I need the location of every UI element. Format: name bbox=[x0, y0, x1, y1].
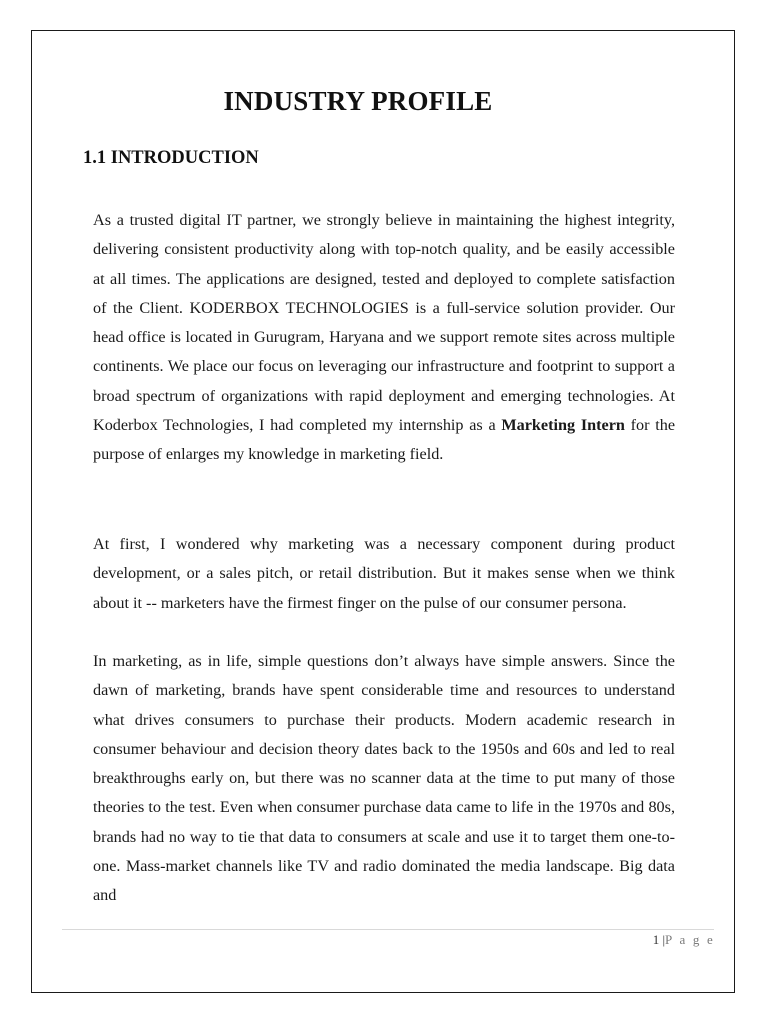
page-footer bbox=[653, 932, 715, 948]
paragraph-marketing-history: In marketing, as in life, simple questions don’t always have simple answers. Since the dawn of marketing, brands have spent considerable time and resources to understand what drives consumers to purchase their products. Modern academic research in consumer behaviour and decision theory dates back to the 1950s and 60s and led to real breakthroughs early on, but there was no scanner data at the time to put many of those theories to the test. Even when consumer purchase data came to life in the 1970s and 80s, brands had no way to tie that data to consumers at scale and use it to target them one-to-one. Mass-market channels like TV and radio dominated the media landscape. Big data and bbox=[93, 652, 675, 905]
paragraph-intro-ending: for the purpose of enlarges my knowledge in marketing field. bbox=[93, 416, 676, 464]
page-label: P a g e bbox=[665, 932, 715, 947]
page-title: INDUSTRY PROFILE bbox=[223, 86, 493, 116]
paragraph-first-thoughts: At first, I wondered why marketing was a necessary component during product development, or a sales pitch, or retail distribution. But it makes sense when we think about it -- marketers have the firmest finger on the pulse of our consumer persona. bbox=[93, 535, 675, 612]
paragraph-intro bbox=[93, 206, 675, 470]
page-number: 1 bbox=[652, 932, 660, 947]
footer-separator: | bbox=[662, 932, 666, 947]
footer-divider bbox=[62, 929, 714, 930]
section-heading: 1.1 INTRODUCTION bbox=[83, 148, 259, 168]
paragraph-intro-text: As a trusted digital IT partner, we strongly believe in maintaining the highest integrity, delivering consistent productivity along with top-notch quality, and be easily accessible at all times. The applications are designed, tested and deployed to complete satisfaction of the Client. KODERBOX TECHNOLOGIES is a full-service solution provider. Our head office is located in Gurugram, Haryana and we support remote sites across multiple continents. We place our focus on leveraging our infrastructure and footprint to support a broad spectrum of organizations with rapid deployment and emerging technologies. At Koderbox Technologies, I had completed my internship as a bbox=[93, 211, 675, 435]
bold-role-text: Marketing Intern bbox=[501, 416, 625, 435]
